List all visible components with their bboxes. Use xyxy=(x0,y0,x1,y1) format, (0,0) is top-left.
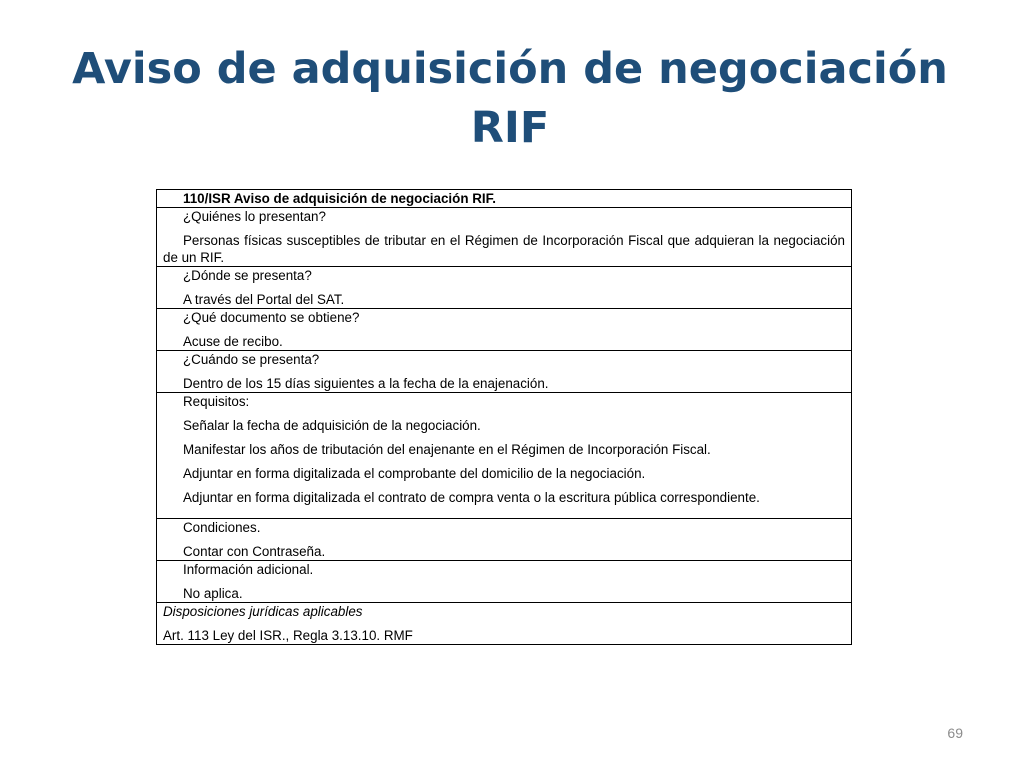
additional-value: No aplica. xyxy=(183,586,243,601)
table-row-presenters xyxy=(157,208,852,267)
where-question: ¿Dónde se presenta? xyxy=(183,268,312,283)
when-cell xyxy=(157,351,852,393)
when-question: ¿Cuándo se presenta? xyxy=(183,352,320,367)
table-row-requirements xyxy=(157,393,852,519)
document-answer: Acuse de recibo. xyxy=(183,334,283,349)
slide-title-line-2: RIF xyxy=(470,103,550,153)
legal-cell xyxy=(157,603,852,645)
slide-title-line-1: Aviso de adquisición de negociación xyxy=(72,44,948,94)
requirements-label: Requisitos: xyxy=(183,394,250,409)
page-number: 69 xyxy=(947,725,963,741)
legal-value: Art. 113 Ley del ISR., Regla 3.13.10. RMF xyxy=(163,628,413,643)
presenters-question: ¿Quiénes lo presentan? xyxy=(183,209,326,224)
presenters-answer: Personas físicas susceptibles de tributar en el Régimen de Incorporación Fiscal que adquieran la negociación de un RIF. xyxy=(163,233,845,265)
where-cell xyxy=(157,267,852,309)
table-row-where xyxy=(157,267,852,309)
when-answer: Dentro de los 15 días siguientes a la fecha de la enajenación. xyxy=(183,376,549,391)
table-row-document xyxy=(157,309,852,351)
slide-title xyxy=(60,40,960,158)
table-header-cell xyxy=(157,190,852,208)
requirement-item: Señalar la fecha de adquisición de la negociación. xyxy=(183,418,481,433)
conditions-value: Contar con Contraseña. xyxy=(183,544,326,559)
requirement-item: Adjuntar en forma digitalizada el contrato de compra venta o la escritura pública correspondiente. xyxy=(183,490,760,505)
presenters-cell xyxy=(157,208,852,267)
additional-label: Información adicional. xyxy=(183,562,314,577)
table-row-when xyxy=(157,351,852,393)
table-row-header xyxy=(157,190,852,208)
requirement-item: Adjuntar en forma digitalizada el comprobante del domicilio de la negociación. xyxy=(183,466,646,481)
conditions-label: Condiciones. xyxy=(183,520,261,535)
procedure-table xyxy=(156,189,852,645)
requirement-item: Manifestar los años de tributación del enajenante en el Régimen de Incorporación Fiscal. xyxy=(183,442,711,457)
legal-label: Disposiciones jurídicas aplicables xyxy=(163,604,363,619)
conditions-cell xyxy=(157,519,852,561)
table-row-conditions xyxy=(157,519,852,561)
where-answer: A través del Portal del SAT. xyxy=(183,292,345,307)
additional-cell xyxy=(157,561,852,603)
procedure-header: 110/ISR Aviso de adquisición de negociación RIF. xyxy=(183,191,497,206)
table-row-additional xyxy=(157,561,852,603)
requirements-cell xyxy=(157,393,852,519)
document-cell xyxy=(157,309,852,351)
table-row-legal xyxy=(157,603,852,645)
document-question: ¿Qué documento se obtiene? xyxy=(183,310,360,325)
